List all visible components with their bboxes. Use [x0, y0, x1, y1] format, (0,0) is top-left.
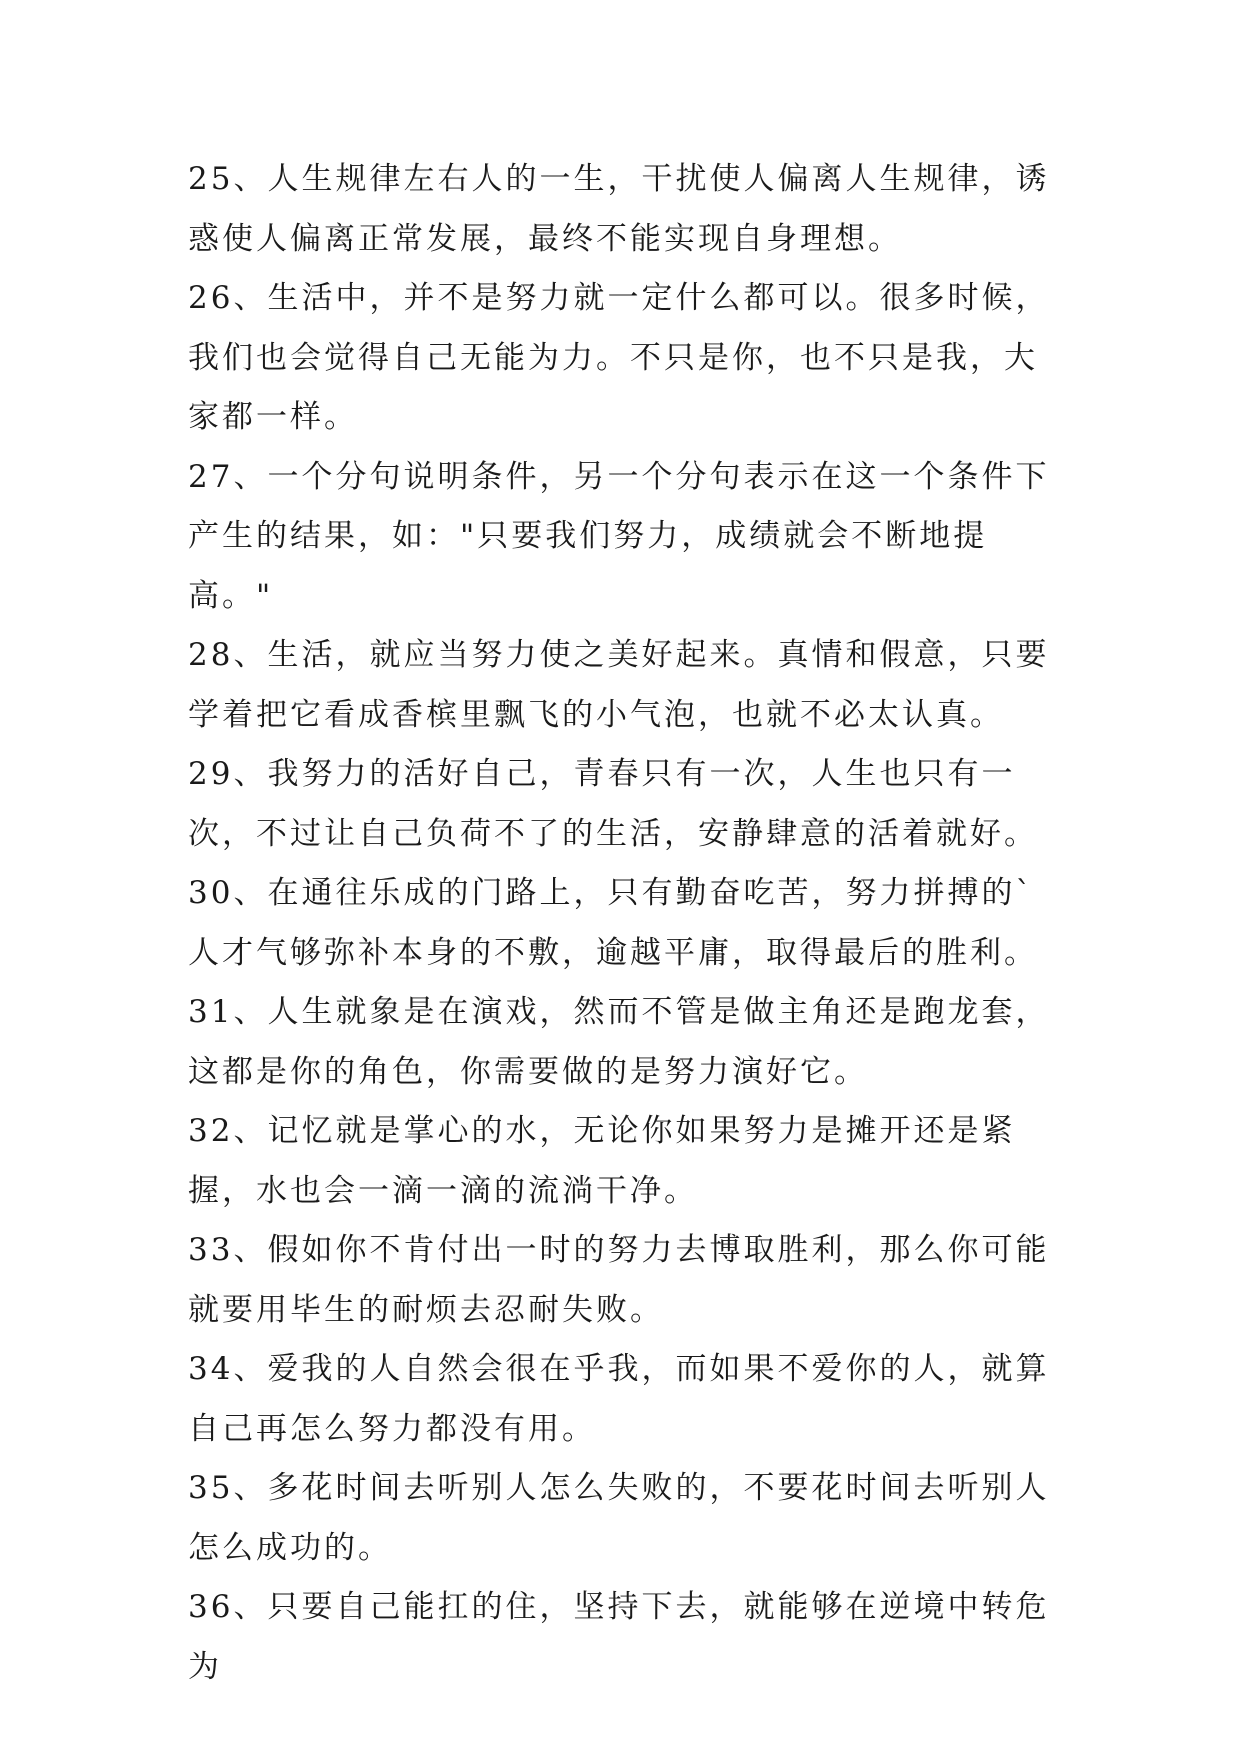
paragraph-32: 32、记忆就是掌心的水，无论你如果努力是摊开还是紧握，水也会一滴一滴的流淌干净。 [188, 1113, 1016, 1209]
paragraph-30: 30、在通往乐成的门路上，只有勤奋吃苦，努力拼搏的`人才气够弥补本身的不敷，逾越平庸，取得最后的胜利。 [188, 875, 1038, 971]
paragraph-36: 36、只要自己能扛的住，坚持下去，就能够在逆境中转危为 [188, 1589, 1050, 1685]
document-body [188, 150, 1058, 1697]
paragraph-27: 27、一个分句说明条件，另一个分句表示在这一个条件下产生的结果，如："只要我们努力，成绩就会不断地提高。" [188, 458, 1050, 614]
paragraph-29: 29、我努力的活好自己，青春只有一次，人生也只有一次，不过让自己负荷不了的生活，安静肆意的活着就好。 [188, 756, 1038, 852]
paragraph-35: 35、多花时间去听别人怎么失败的，不要花时间去听别人怎么成功的。 [188, 1470, 1050, 1566]
paragraph-34: 34、爱我的人自然会很在乎我，而如果不爱你的人，就算自己再怎么努力都没有用。 [188, 1351, 1050, 1447]
paragraph-26: 26、生活中，并不是努力就一定什么都可以。很多时候，我们也会觉得自己无能为力。不只是你，也不只是我，大家都一样。 [188, 280, 1050, 435]
paragraph-25: 25、人生规律左右人的一生，干扰使人偏离人生规律，诱惑使人偏离正常发展，最终不能实现自身理想。 [188, 161, 1050, 257]
paragraph-33: 33、假如你不肯付出一时的努力去博取胜利，那么你可能就要用毕生的耐烦去忍耐失败。 [188, 1232, 1050, 1328]
paragraph-31: 31、人生就象是在演戏，然而不管是做主角还是跑龙套，这都是你的角色，你需要做的是努力演好它。 [188, 994, 1050, 1090]
paragraph-28: 28、生活，就应当努力使之美好起来。真情和假意，只要学着把它看成香槟里飘飞的小气泡，也就不必太认真。 [188, 637, 1050, 733]
